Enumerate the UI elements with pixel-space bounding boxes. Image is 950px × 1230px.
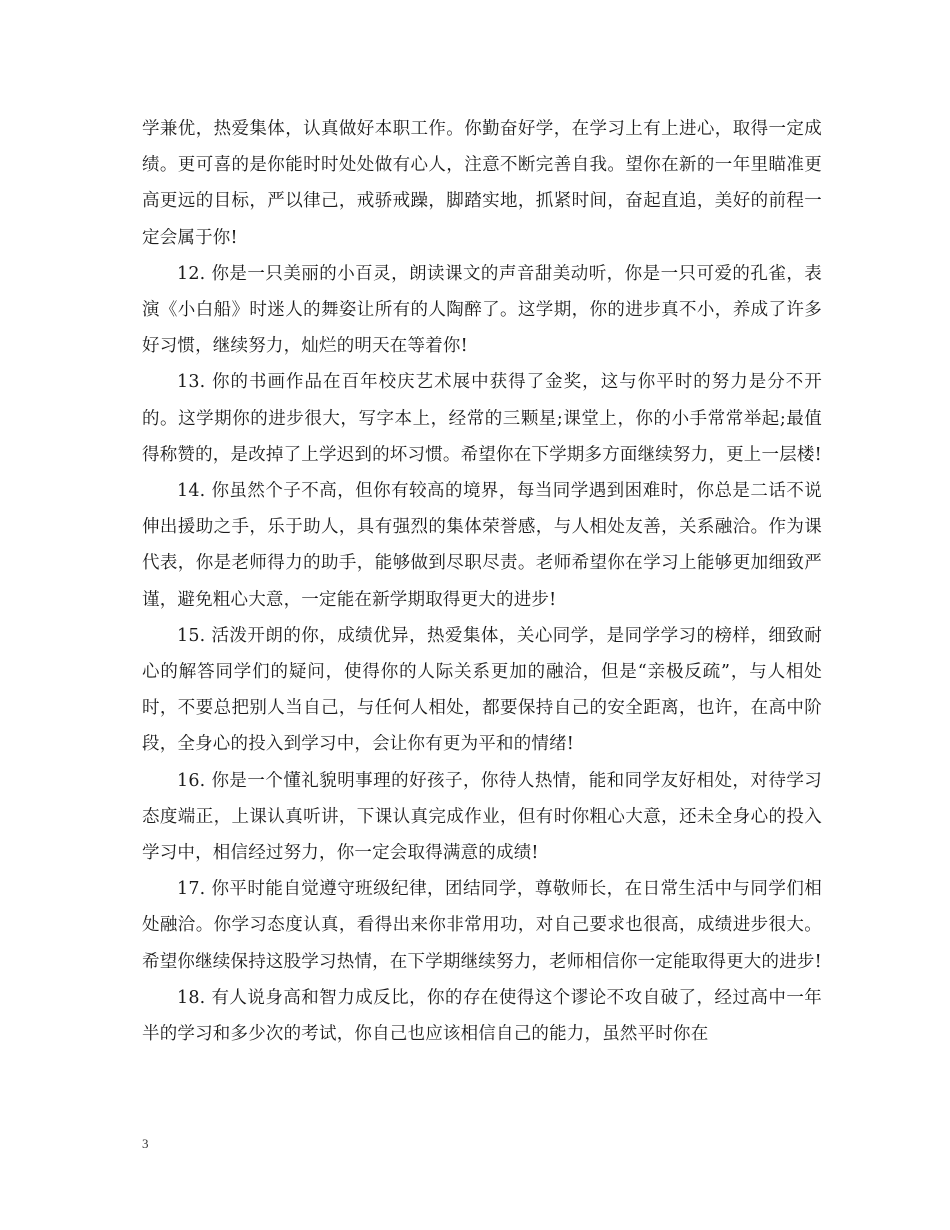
paragraph-item-16: 16. 你是一个懂礼貌明事理的好孩子，你待人热情，能和同学友好相处，对待学习态度端正，上课认真听讲，下课认真完成作业，但有时你粗心大意，还未全身心的投入学习中，相信经过努力，你一定会取得满意的成绩!	[142, 770, 822, 864]
paragraph-item-12: 12. 你是一只美丽的小百灵，朗读课文的声音甜美动听，你是一只可爱的孔雀，表演《小白船》时迷人的舞姿让所有的人陶醉了。这学期，你的进步真不小，养成了许多好习惯，继续努力，灿烂的明天在等着你!	[142, 263, 822, 357]
paragraph-continuation: 学兼优，热爱集体，认真做好本职工作。你勤奋好学，在学习上有上进心，取得一定成绩。更可喜的是你能时时处处做有心人，注意不断完善自我。望你在新的一年里瞄准更高更远的目标，严以律己，戒骄戒躁，脚踏实地，抓紧时间，奋起直追，美好的前程一定会属于你!	[142, 119, 822, 248]
paragraph-item-13: 13. 你的书画作品在百年校庆艺术展中获得了金奖，这与你平时的努力是分不开的。这学期你的进步很大，写字本上，经常的三颗星;课堂上，你的小手常常举起;最值得称赞的，是改掉了上学迟到的坏习惯。希望你在下学期多方面继续努力，更上一层楼!	[142, 372, 822, 465]
paragraph-item-17: 17. 你平时能自觉遵守班级纪律，团结同学，尊敬师长，在日常生活中与同学们相处融洽。你学习态度认真，看得出来你非常用功，对自己要求也很高，成绩进步很大。希望你继续保持这股学习热情，在下学期继续努力，老师相信你一定能取得更大的进步!	[142, 879, 822, 972]
paragraph-item-15: 15. 活泼开朗的你，成绩优异，热爱集体，关心同学，是同学学习的榜样，细致耐心的解答同学们的疑问，使得你的人际关系更加的融洽，但是“亲极反疏”，与人相处时，不要总把别人当自己，与任何人相处，都要保持自己的安全距离，也许，在高中阶段，全身心的投入到学习中，会让你有更为平和的情绪!	[142, 625, 822, 755]
paragraph-item-18: 18. 有人说身高和智力成反比，你的存在使得这个谬论不攻自破了，经过高中一年半的学习和多少次的考试，你自己也应该相信自己的能力，虽然平时你在	[142, 987, 822, 1045]
page-number: 3	[142, 1136, 149, 1151]
paragraph-item-14: 14. 你虽然个子不高，但你有较高的境界，每当同学遇到困难时，你总是二话不说伸出援助之手，乐于助人，具有强烈的集体荣誉感，与人相处友善，关系融洽。作为课代表，你是老师得力的助手，能够做到尽职尽责。老师希望你在学习上能够更加细致严谨，避免粗心大意，一定能在新学期取得更大的进步!	[142, 481, 822, 610]
document-body	[142, 111, 822, 1052]
